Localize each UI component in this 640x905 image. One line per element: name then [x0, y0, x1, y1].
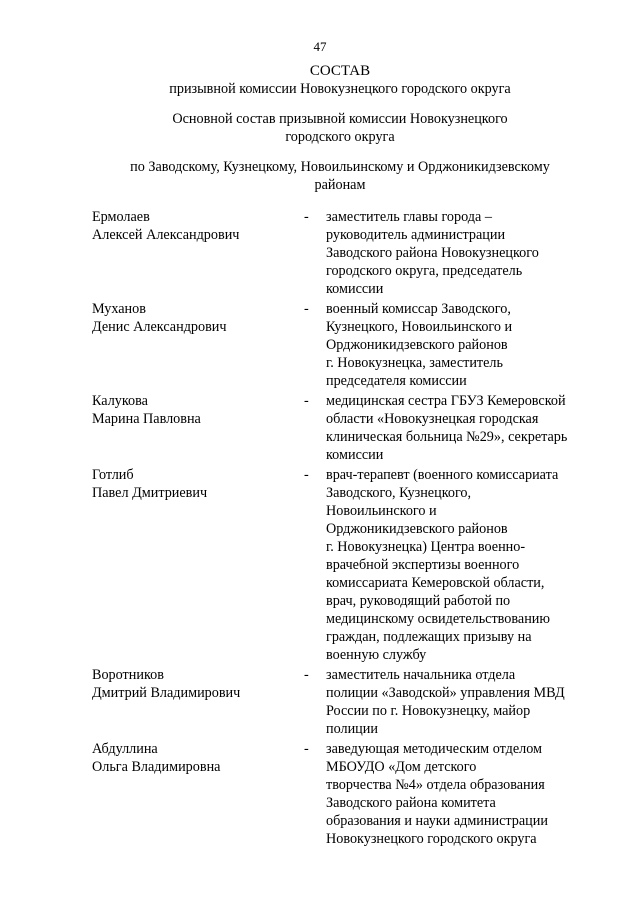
- heading-line: городского округа: [285, 129, 395, 145]
- member-dash: -: [304, 467, 309, 483]
- member-entry: [92, 392, 602, 464]
- member-surname: Готлиб: [92, 467, 134, 483]
- role-line: граждан, подлежащих призыву на: [326, 629, 532, 645]
- role-line: Кузнецкого, Новоильинского и: [326, 319, 513, 335]
- role-line: полиции: [326, 721, 378, 737]
- role-line: медицинскому освидетельствованию: [326, 611, 550, 627]
- role-line: комиссии: [326, 447, 384, 463]
- heading-line: по Заводскому, Кузнецкому, Новоильинскому и Орджоникидзевскому: [130, 159, 550, 175]
- member-entry: [92, 466, 602, 664]
- member-role: [326, 208, 588, 298]
- member-role: [326, 392, 588, 464]
- member-given-name: Павел Дмитриевич: [92, 485, 208, 501]
- role-line: комиссариата Кемеровской области,: [326, 575, 545, 591]
- member-entry: [92, 300, 602, 390]
- member-name: [92, 300, 304, 390]
- role-line: заведующая методическим отделом: [326, 741, 543, 757]
- member-dash: -: [304, 667, 309, 683]
- role-line: Новоильинского и: [326, 503, 437, 519]
- member-surname: Абдуллина: [92, 741, 158, 757]
- role-line: клиническая больница №29», секретарь: [326, 429, 568, 445]
- role-line: председателя комиссии: [326, 373, 467, 389]
- role-line: МБОУДО «Дом детского: [326, 759, 477, 775]
- members-list: [92, 208, 602, 850]
- member-surname: Муханов: [92, 301, 146, 317]
- heading-line: Основной состав призывной комиссии Новокузнецкого: [172, 111, 508, 127]
- member-given-name: Ольга Владимировна: [92, 759, 221, 775]
- member-role: [326, 466, 588, 664]
- role-line: врач, руководящий работой по: [326, 593, 511, 609]
- role-line: руководитель администрации: [326, 227, 506, 243]
- role-line: творчества №4» отдела образования: [326, 777, 545, 793]
- districts-heading: [90, 158, 590, 194]
- role-line: Орджоникидзевского районов: [326, 337, 508, 353]
- role-line: г. Новокузнецка, заместитель: [326, 355, 503, 371]
- member-surname: Воротников: [92, 667, 164, 683]
- member-name: [92, 740, 304, 848]
- role-line: врачебной экспертизы военного: [326, 557, 520, 573]
- member-name: [92, 392, 304, 464]
- member-name: [92, 666, 304, 738]
- member-given-name: Денис Александрович: [92, 319, 227, 335]
- member-dash: -: [304, 301, 309, 317]
- role-line: г. Новокузнецка) Центра военно-: [326, 539, 526, 555]
- role-line: Заводского, Кузнецкого,: [326, 485, 472, 501]
- page-number: 47: [313, 39, 327, 54]
- role-line: военную службу: [326, 647, 427, 663]
- member-dash: -: [304, 393, 309, 409]
- role-line: образования и науки администрации: [326, 813, 548, 829]
- member-role: [326, 666, 588, 738]
- heading-line: районам: [314, 177, 366, 193]
- role-line: области «Новокузнецкая городская: [326, 411, 539, 427]
- member-dash: -: [304, 741, 309, 757]
- role-line: Новокузнецкого городского округа: [326, 831, 537, 847]
- member-name: [92, 466, 304, 664]
- role-line: полиции «Заводской» управления МВД: [326, 685, 565, 701]
- role-line: Орджоникидзевского районов: [326, 521, 508, 537]
- role-line: заместитель главы города –: [326, 209, 492, 225]
- member-dash: -: [304, 209, 309, 225]
- role-line: городского округа, председатель: [326, 263, 523, 279]
- main-composition-heading: [90, 110, 590, 146]
- role-line: комиссии: [326, 281, 384, 297]
- role-line: военный комиссар Заводского,: [326, 301, 511, 317]
- member-surname: Калукова: [92, 393, 148, 409]
- role-line: врач-терапевт (военного комиссариата: [326, 467, 559, 483]
- role-line: медицинская сестра ГБУЗ Кемеровской: [326, 393, 566, 409]
- member-role: [326, 740, 588, 848]
- member-entry: [92, 740, 602, 848]
- role-line: Заводского района комитета: [326, 795, 496, 811]
- role-line: заместитель начальника отдела: [326, 667, 516, 683]
- member-surname: Ермолаев: [92, 209, 150, 225]
- member-name: [92, 208, 304, 298]
- document-title: СОСТАВ: [309, 63, 371, 79]
- member-given-name: Алексей Александрович: [92, 227, 240, 243]
- member-given-name: Марина Павловна: [92, 411, 201, 427]
- document-subtitle: призывной комиссии Новокузнецкого городского округа: [169, 81, 511, 97]
- role-line: Заводского района Новокузнецкого: [326, 245, 539, 261]
- member-entry: [92, 666, 602, 738]
- member-given-name: Дмитрий Владимирович: [92, 685, 241, 701]
- member-role: [326, 300, 588, 390]
- role-line: России по г. Новокузнецку, майор: [326, 703, 531, 719]
- member-entry: [92, 208, 602, 298]
